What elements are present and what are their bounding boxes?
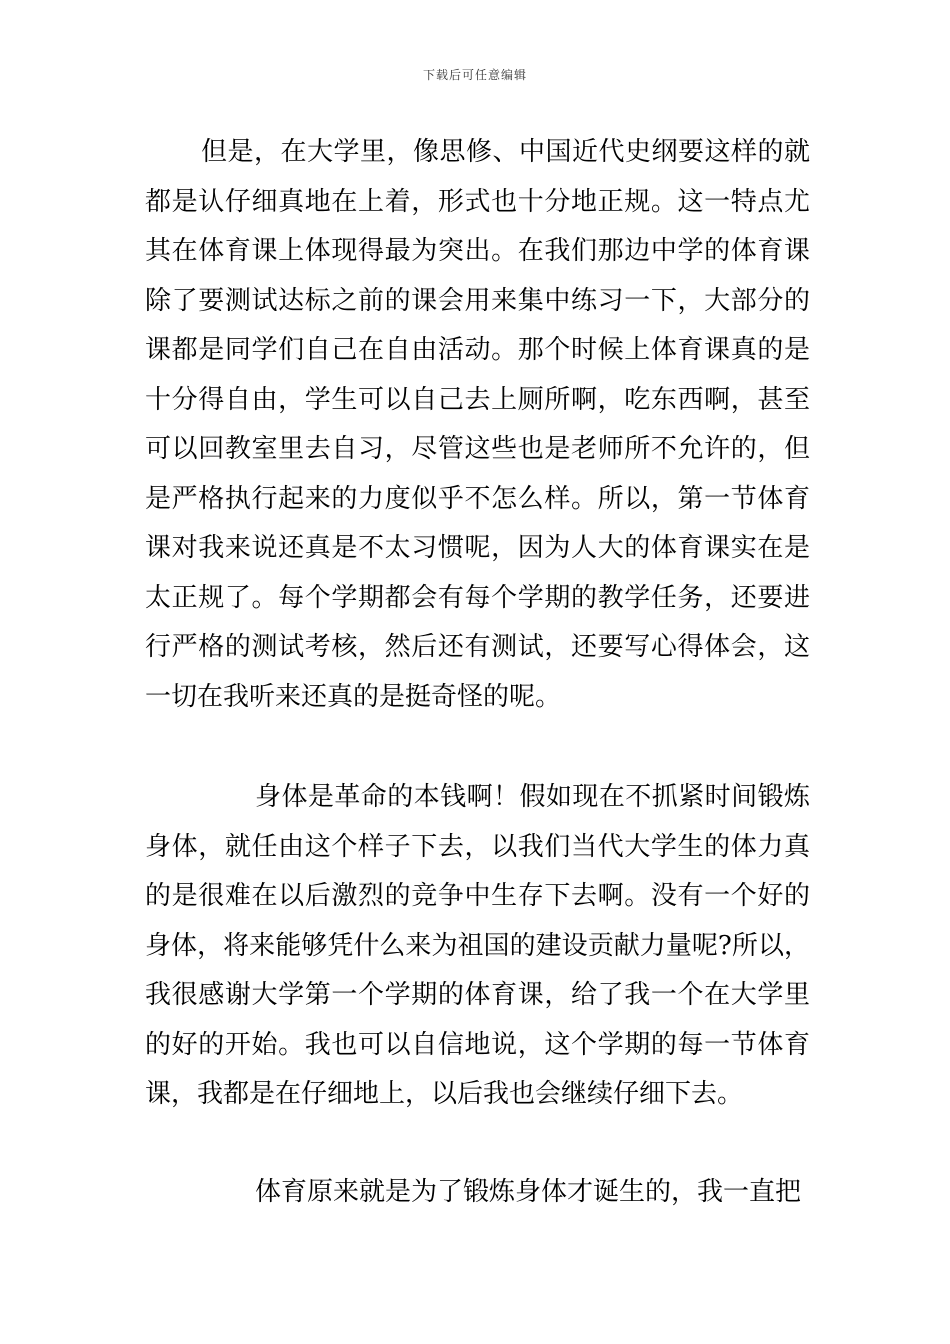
paragraph-2: 身体是革命的本钱啊！假如现在不抓紧时间锻炼身体，就任由这个样子下去，以我们当代大学生的体力真的是很难在以后激烈的竞争中生存下去啊。没有一个好的身体，将来能够凭什么来为祖国的建设贡献力量呢?所以，我很感谢大学第一个学期的体育课，给了我一个在大学里的好的开始。我也可以自信地说，这个学期的每一节体育课，我都是在仔细地上，以后我也会继续仔细下去。 xyxy=(145,782,810,1109)
paragraph-3: 体育原来就是为了锻炼身体才诞生的，我一直把 xyxy=(255,1177,802,1207)
page-header-note: 下载后可任意编辑 xyxy=(422,68,527,82)
paragraph-1: 但是，在大学里，像思修、中国近代史纲要这样的就都是认仔细真地在上着，形式也十分地正规。这一特点尤其在体育课上体现得最为突出。在我们那边中学的体育课除了要测试达标之前的课会用来集中练习一下，大部分的课都是同学们自己在自由活动。那个时候上体育课真的是十分得自由，学生可以自己去上厕所啊，吃东西啊，甚至可以回教室里去自习，尽管这些也是老师所不允许的，但是严格执行起来的力度似乎不怎么样。所以，第一节体育课对我来说还真是不太习惯呢，因为人大的体育课实在是太正规了。每个学期都会有每个学期的教学任务，还要进行严格的测试考核，然后还有测试，还要写心得体会，这一切在我听来还真的是挺奇怪的呢。 xyxy=(145,137,810,712)
